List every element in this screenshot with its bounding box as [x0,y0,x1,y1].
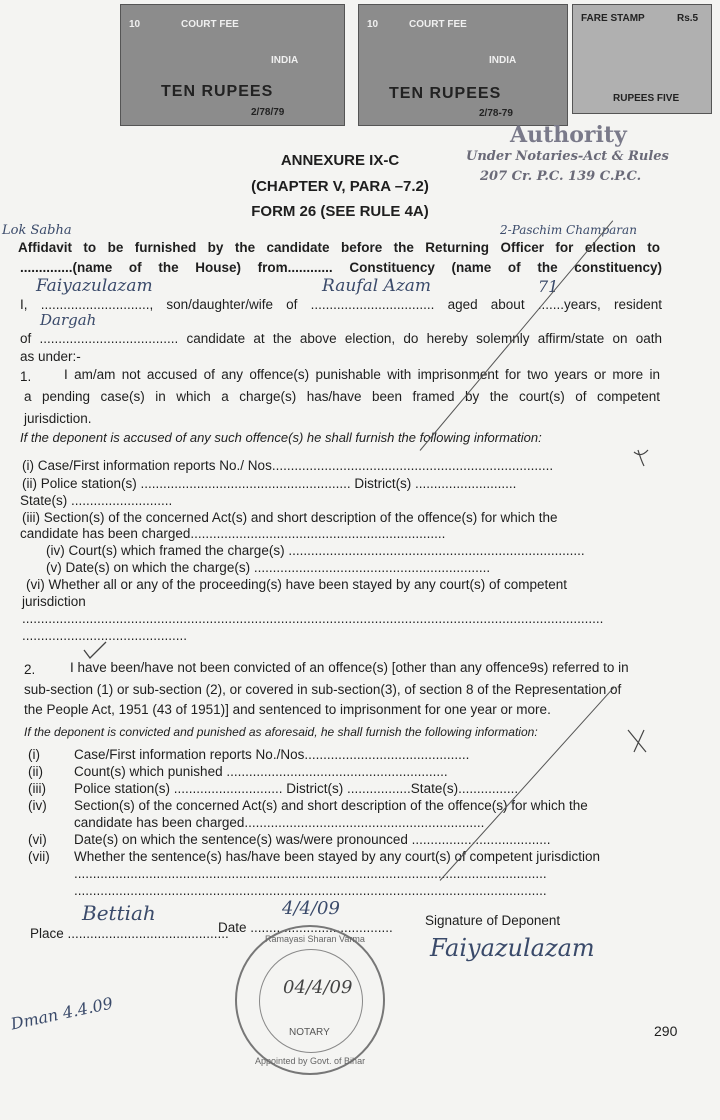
section-1-item: (vi) Whether all or any of the proceeding(s) have been stayed by any court(s) of competent [26,577,568,592]
section-2-note: If the deponent is convicted and punished as aforesaid, he shall furnish the following information: [24,725,538,739]
cross-mark-icon [632,448,650,468]
intro-line: Affidavit to be furnished by the candidate before the Returning Officer for election to [18,240,660,255]
stamp-country: INDIA [489,55,517,66]
intro-line: as under:- [20,349,81,364]
section-2-line: the People Act, 1951 (43 of 1951)] and sentenced to imprisonment for one year or more. [24,702,551,717]
section-1-item: State(s) ........................... [20,493,173,508]
intro-line: of ..................................... candidate at the above election, do hereby solemnly affirm/state on oath [20,331,662,346]
seal-name: Ramayasi Sharan Varma [265,934,365,944]
fare-stamp [572,4,712,114]
handwritten-name: Faiyazulazam [36,276,153,296]
section-2-item: candidate has been charged................................................................ [74,815,485,830]
section-1-line: I am/am not accused of any offence(s) punishable with imprisonment for two years or more in [64,367,660,382]
section-2-item-number: (iii) [28,781,46,796]
handwritten-place: Bettiah [82,901,156,925]
court-fee-stamp-1 [120,4,345,126]
signature-label: Signature of Deponent [425,913,561,928]
section-2-item-number: (vii) [28,849,50,864]
form-title: FORM 26 (SEE RULE 4A) [251,203,429,220]
section-1-item: candidate has been charged.................................................................... [20,526,446,541]
check-mark-icon [82,640,108,660]
authority-stamp-line: Under Notaries-Act & Rules [466,149,669,164]
section-1-item: (iii) Section(s) of the concerned Act(s) and short description of the offence(s) for which the [22,510,558,525]
court-fee-stamp-2 [358,4,568,126]
section-1-number: 1. [20,369,32,384]
section-1-note: If the deponent is accused of any such offence(s) he shall furnish the following information: [20,430,542,445]
place-label: Place ........................................... [30,926,229,941]
handwritten-father: Raufal Azam [322,276,432,296]
seal-ring: Appointed by Govt. of Bihar [255,1056,366,1066]
handwritten-constituency: 2-Paschim Champaran [500,223,637,237]
section-1-item: jurisdiction [22,594,86,609]
stamp-bottom: TEN RUPEES [161,83,274,100]
stamp-top: COURT FEE [409,19,467,30]
intro-line: I, ............................., son/daughter/wife of ................................. aged about .......years, resident [20,297,662,312]
section-1-item: (v) Date(s) on which the charge(s) ............................................................... [46,560,491,575]
side-note: Dman 4.4.09 [9,993,115,1034]
stamp-country: INDIA [271,55,299,66]
section-1-item: ............................................ [22,628,188,643]
section-1-item: ........................................................................................................................................................... [22,611,604,626]
section-2-item-number: (iv) [28,798,47,813]
stamp-serial: 2/78/79 [251,107,285,118]
handwritten-resident: Dargah [40,311,97,329]
stamp-top: FARE STAMP [581,13,645,24]
notary-seal [235,925,385,1075]
section-2-item-number: (ii) [28,764,43,779]
deponent-signature: Faiyazulazam [430,934,595,962]
section-2-item: Section(s) of the concerned Act(s) and short description of the offence(s) for which the [74,798,588,813]
section-2-item-number: (i) [28,747,40,762]
section-2-line: I have been/have not been convicted of an offence(s) [other than any offence9s) referred to in [70,660,629,675]
stamp-value: Rs.5 [677,13,699,24]
section-1-item: (iv) Court(s) which framed the charge(s) ............................................................................... [46,543,585,558]
intro-line: ..............(name of the House) from............ Constituency (name of the constituency) [20,260,662,275]
authority-stamp-title: Authority [510,122,627,148]
stamp-serial: 2/78-79 [479,108,513,119]
handwritten-date: 4/4/09 [282,898,340,919]
handwritten-house: Lok Sabha [2,223,72,238]
seal-text: NOTARY [289,1027,330,1038]
section-2-item: Count(s) which punished ........................................................... [74,764,448,779]
section-2-item: Police station(s) ............................. District(s) .................State(s)................ [74,781,519,796]
section-2-number: 2. [24,662,36,677]
section-1-item: (i) Case/First information reports No./ Nos........................................................................... [22,458,554,473]
section-2-item-number: (vi) [28,832,47,847]
stamp-value: 10 [129,19,141,30]
authority-stamp-line: 207 Cr. P.C. 139 C.P.C. [480,169,642,184]
section-2-item: Whether the sentence(s) has/have been stayed by any court(s) of competent jurisdiction [74,849,601,864]
page-number: 290 [654,1023,678,1039]
handwritten-age: 71 [538,277,559,296]
section-2-item: Case/First information reports No./Nos............................................ [74,747,470,762]
stamp-value: 10 [367,19,379,30]
section-2-item: .............................................................................................................................. [74,883,547,898]
section-2-line: sub-section (1) or sub-section (2), or covered in sub-section(3), of section 8 of the Representation of [24,682,622,697]
stamp-bottom: RUPEES FIVE [613,93,680,104]
notary-signature: 04/4/09 [283,977,353,998]
section-2-item: Date(s) on which the sentence(s) was/were pronounced ..................................... [74,832,551,847]
cross-mark-icon [626,728,648,754]
stamp-bottom: TEN RUPEES [389,85,502,102]
section-1-line: jurisdiction. [24,411,92,426]
stamp-top: COURT FEE [181,19,239,30]
annexure-title: ANNEXURE IX-C [280,152,400,169]
section-2-item: .............................................................................................................................. [74,866,547,881]
date-label: Date ...................................... [218,920,393,935]
chapter-title: (CHAPTER V, PARA –7.2) [251,178,429,195]
section-1-item: (ii) Police station(s) ........................................................ District(s) ........................... [22,476,517,491]
section-1-line: a pending case(s) in which a charge(s) has/have been framed by the court(s) of competent [24,389,660,404]
